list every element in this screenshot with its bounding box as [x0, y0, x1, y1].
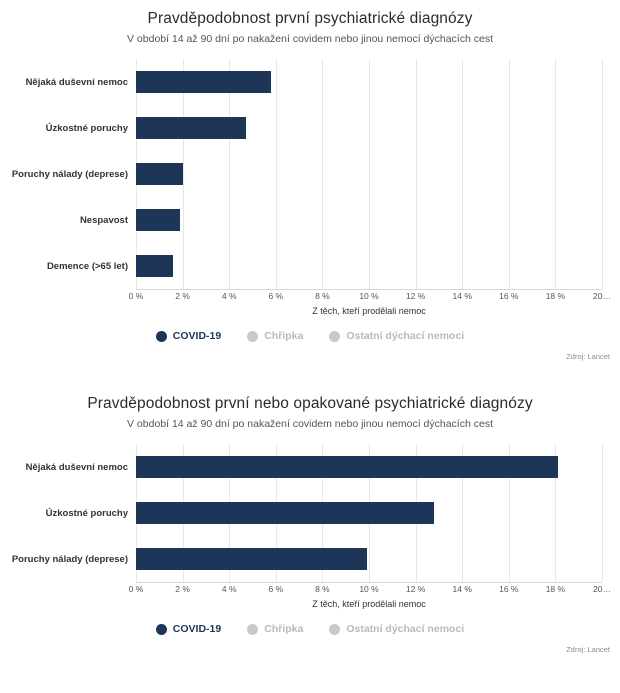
bar-track	[136, 243, 602, 289]
legend-item[interactable]	[329, 330, 464, 342]
chart-panel-first-or-repeat-diagnosis	[0, 385, 620, 693]
bar-covid-19	[136, 71, 271, 93]
x-tick-label: 8 %	[315, 291, 330, 301]
x-tick-label: 0 %	[128, 584, 144, 594]
page-title: Pravděpodobnost první psychiatrické diagnózy	[147, 10, 473, 27]
plot-area-2	[0, 444, 620, 609]
bar-row	[0, 243, 620, 289]
legend-item[interactable]	[329, 623, 464, 635]
x-tick-label: 18 %	[545, 291, 566, 301]
legend-item[interactable]	[156, 330, 221, 342]
bar-row	[0, 536, 620, 582]
bar-category-label: Úzkostné poruchy	[45, 122, 128, 134]
bar-track	[136, 444, 602, 490]
bar-row	[0, 490, 620, 536]
legend-dot-icon	[156, 624, 167, 635]
legend-label: Chřipka	[264, 623, 304, 635]
chart-subtitle-2: V období 14 až 90 dní po nakažení covidem nebo jinou nemocí dýchacích cest	[127, 418, 493, 430]
x-axis-ticks	[128, 289, 611, 305]
legend-item[interactable]	[247, 330, 303, 342]
chart-legend	[0, 330, 620, 342]
legend-label: Ostatní dýchací nemoci	[346, 330, 465, 342]
bar-category-label: Poruchy nálady (deprese)	[11, 168, 128, 180]
legend-dot-icon	[247, 624, 258, 635]
bar-row	[0, 197, 620, 243]
bar-row	[0, 444, 620, 490]
bar-category-label: Nějaká duševní nemoc	[25, 76, 128, 88]
x-tick-label: 2 %	[175, 584, 190, 594]
x-tick-label: 2 %	[175, 291, 190, 301]
bar-covid-19	[136, 502, 434, 524]
x-tick-label: 20…	[593, 584, 611, 594]
chart-subtitle: V období 14 až 90 dní po nakažení covidem nebo jinou nemocí dýchacích cest	[127, 33, 493, 45]
legend-item[interactable]	[247, 623, 303, 635]
bar-row	[0, 105, 620, 151]
bar-category-label: Nespavost	[79, 214, 128, 226]
x-tick-label: 6 %	[268, 291, 284, 301]
bar-category-label: Poruchy nálady (deprese)	[11, 553, 128, 565]
source-note: Zdroj: Lancet	[566, 645, 610, 654]
bar-track	[136, 536, 602, 582]
x-axis-label: Z těch, kteří prodělali nemoc	[312, 599, 426, 609]
x-tick-label: 10 %	[359, 584, 379, 594]
bar-covid-19	[136, 163, 183, 185]
bar-covid-19	[136, 255, 173, 277]
x-tick-label: 12 %	[405, 291, 426, 301]
bar-rows	[0, 444, 620, 582]
legend-item[interactable]	[156, 623, 221, 635]
x-tick-label: 14 %	[452, 584, 472, 594]
bar-row	[0, 151, 620, 197]
bar-covid-19	[136, 456, 558, 478]
x-tick-label: 16 %	[499, 584, 519, 594]
x-tick-label: 8 %	[315, 584, 330, 594]
bar-rows	[0, 59, 620, 289]
bar-track	[136, 197, 602, 243]
x-tick-label: 4 %	[221, 291, 237, 301]
legend-label: COVID-19	[172, 623, 222, 635]
bar-category-label: Úzkostné poruchy	[45, 507, 128, 519]
legend-dot-icon	[329, 624, 340, 635]
bar-track	[136, 59, 602, 105]
legend-label: Ostatní dýchací nemoci	[346, 623, 465, 635]
bar-covid-19	[136, 548, 367, 570]
x-tick-label: 14 %	[452, 291, 472, 301]
bar-covid-19	[136, 209, 180, 231]
bar-category-label: Demence (>65 let)	[46, 260, 128, 272]
x-axis-label: Z těch, kteří prodělali nemoc	[312, 306, 426, 316]
legend-dot-icon	[247, 331, 258, 342]
page-title-2: Pravděpodobnost první nebo opakované psychiatrické diagnózy	[87, 395, 533, 412]
x-tick-label: 10 %	[359, 291, 379, 301]
bar-category-label: Nějaká duševní nemoc	[25, 461, 128, 473]
bar-row	[0, 59, 620, 105]
x-tick-label: 6 %	[268, 584, 284, 594]
legend-label: Chřipka	[264, 330, 304, 342]
source-note: Zdroj: Lancet	[566, 352, 610, 361]
bar-track	[136, 151, 602, 197]
x-tick-label: 0 %	[128, 291, 144, 301]
legend-dot-icon	[156, 331, 167, 342]
x-axis-ticks	[128, 582, 611, 598]
bar-track	[136, 105, 602, 151]
legend-dot-icon	[329, 331, 340, 342]
x-tick-label: 18 %	[545, 584, 566, 594]
x-tick-label: 12 %	[405, 584, 426, 594]
legend-label: COVID-19	[172, 330, 222, 342]
x-tick-label: 16 %	[499, 291, 519, 301]
bar-covid-19	[136, 117, 246, 139]
x-tick-label: 4 %	[221, 584, 237, 594]
bar-track	[136, 490, 602, 536]
plot-area-1	[0, 59, 620, 316]
chart-legend	[0, 623, 620, 635]
x-tick-label: 20…	[593, 291, 611, 301]
